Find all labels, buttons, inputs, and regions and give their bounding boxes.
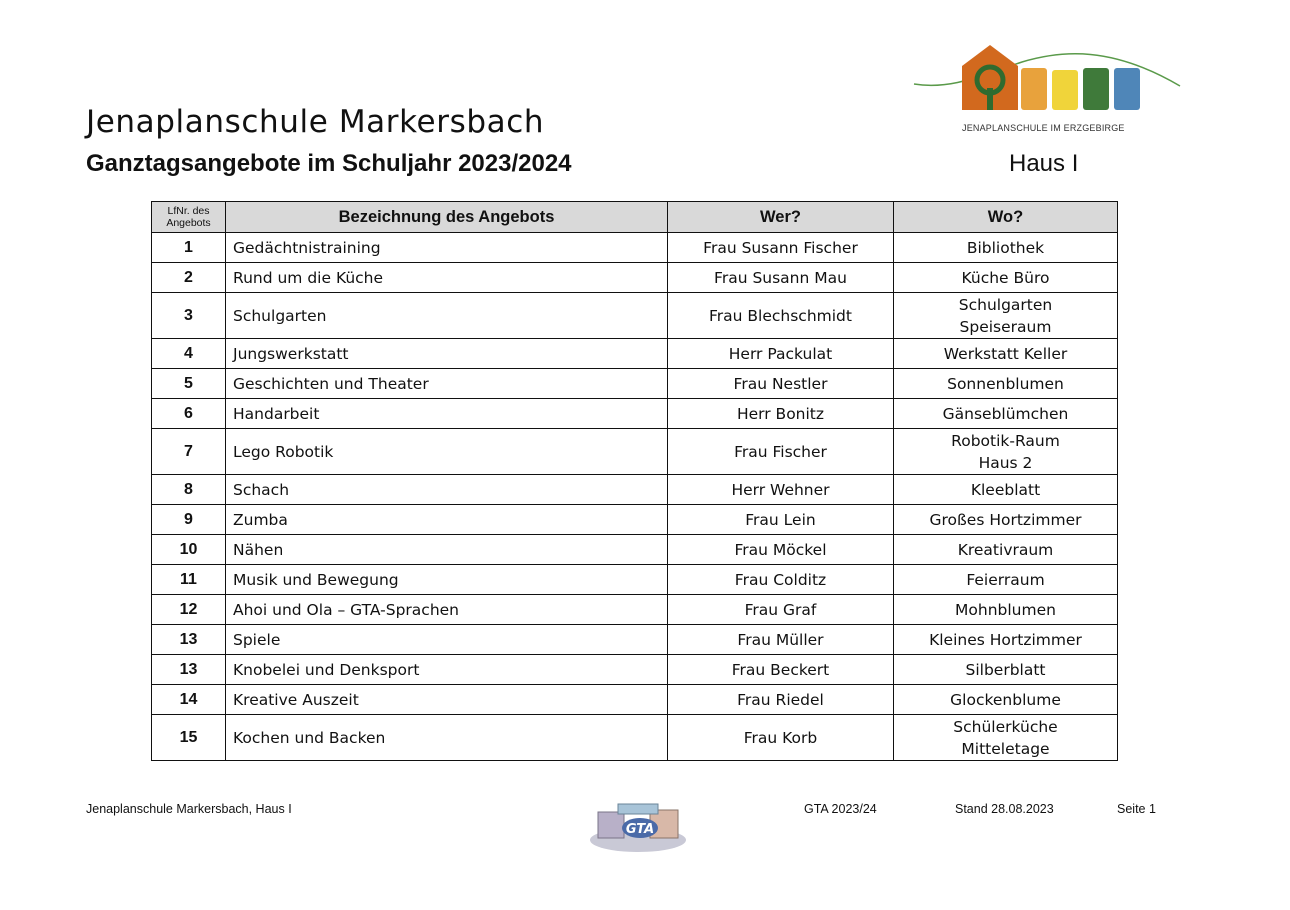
footer-school: Jenaplanschule Markersbach, Haus I: [86, 802, 292, 816]
table-row: [152, 429, 1118, 475]
location-line: Schülerküche: [953, 717, 1058, 736]
gta-logo-text: GTA: [625, 822, 655, 837]
offer-number: 15: [152, 715, 226, 761]
offer-number: 6: [152, 399, 226, 429]
offer-number: 2: [152, 263, 226, 293]
offer-teacher: Frau Colditz: [668, 565, 894, 595]
offer-name: Rund um die Küche: [226, 263, 668, 293]
offer-location: [894, 505, 1118, 535]
logo-tree-trunk: [987, 88, 993, 110]
table-row: [152, 293, 1118, 339]
gta-logo: [588, 796, 690, 858]
offer-name: Musik und Bewegung: [226, 565, 668, 595]
offer-name: Jungswerkstatt: [226, 339, 668, 369]
offer-location: [894, 399, 1118, 429]
header-who: Wer?: [668, 202, 894, 233]
location-line: Schulgarten: [958, 295, 1053, 314]
offer-teacher: Frau Riedel: [668, 685, 894, 715]
offer-teacher: Herr Bonitz: [668, 399, 894, 429]
offer-teacher: Frau Nestler: [668, 369, 894, 399]
footer-page: Seite 1: [1117, 802, 1156, 816]
offer-name: Nähen: [226, 535, 668, 565]
offer-teacher: Frau Beckert: [668, 655, 894, 685]
table-row: [152, 655, 1118, 685]
offer-number: 3: [152, 293, 226, 339]
location-line: Feierraum: [966, 570, 1045, 589]
table-row: [152, 565, 1118, 595]
offer-teacher: Herr Wehner: [668, 475, 894, 505]
footer-gta: GTA 2023/24: [804, 802, 877, 816]
offer-location: [894, 233, 1118, 263]
offer-name: Lego Robotik: [226, 429, 668, 475]
table-row: [152, 339, 1118, 369]
document-subtitle: Ganztagsangebote im Schuljahr 2023/2024: [86, 150, 572, 177]
offer-number: 5: [152, 369, 226, 399]
offer-number: 13: [152, 625, 226, 655]
table-body: [152, 233, 1118, 761]
house-label: Haus I: [1009, 150, 1079, 177]
location-line: Kleeblatt: [970, 480, 1041, 499]
location-line: Bibliothek: [966, 238, 1045, 257]
location-line: Mohnblumen: [955, 600, 1056, 619]
offer-name: Zumba: [226, 505, 668, 535]
offer-teacher: Herr Packulat: [668, 339, 894, 369]
offer-teacher: Frau Blechschmidt: [668, 293, 894, 339]
offer-number: 14: [152, 685, 226, 715]
offer-number: 13: [152, 655, 226, 685]
location-line: Gänseblümchen: [942, 404, 1069, 423]
offer-teacher: Frau Lein: [668, 505, 894, 535]
offer-number: 1: [152, 233, 226, 263]
location-line: Kreativraum: [957, 540, 1054, 559]
offer-location: [894, 535, 1118, 565]
offer-name: Knobelei und Denksport: [226, 655, 668, 685]
offer-teacher: Frau Müller: [668, 625, 894, 655]
offer-number: 10: [152, 535, 226, 565]
offer-teacher: Frau Susann Fischer: [668, 233, 894, 263]
school-title: Jenaplanschule Markersbach: [86, 104, 545, 140]
table-row: [152, 475, 1118, 505]
offer-name: Gedächtnistraining: [226, 233, 668, 263]
location-line: Robotik-Raum: [951, 431, 1060, 450]
table-row: [152, 233, 1118, 263]
location-line: Mitteletage: [961, 739, 1050, 758]
table-row: [152, 625, 1118, 655]
offers-table: [151, 201, 1118, 761]
offer-location: [894, 715, 1118, 761]
location-line: Sonnenblumen: [947, 374, 1064, 393]
offer-location: [894, 369, 1118, 399]
table-row: [152, 399, 1118, 429]
offer-location: [894, 595, 1118, 625]
offer-number: 7: [152, 429, 226, 475]
location-line: Haus 2: [978, 453, 1033, 472]
table-row: [152, 263, 1118, 293]
location-line: Kleines Hortzimmer: [929, 630, 1082, 649]
table-row: [152, 535, 1118, 565]
offer-name: Schulgarten: [226, 293, 668, 339]
logo-block-4: [1114, 68, 1140, 110]
offer-location: [894, 293, 1118, 339]
offer-name: Kreative Auszeit: [226, 685, 668, 715]
logo-caption: JENAPLANSCHULE IM ERZGEBIRGE: [962, 123, 1125, 133]
table-row: [152, 595, 1118, 625]
offer-location: [894, 339, 1118, 369]
offer-teacher: Frau Graf: [668, 595, 894, 625]
location-line: Küche Büro: [961, 268, 1050, 287]
offer-location: [894, 685, 1118, 715]
location-line: Speiseraum: [959, 317, 1052, 336]
logo-block-2: [1052, 70, 1078, 110]
offer-name: Schach: [226, 475, 668, 505]
offer-name: Spiele: [226, 625, 668, 655]
offer-name: Handarbeit: [226, 399, 668, 429]
footer-stand: Stand 28.08.2023: [955, 802, 1054, 816]
offer-number: 4: [152, 339, 226, 369]
offer-teacher: Frau Möckel: [668, 535, 894, 565]
table-row: [152, 685, 1118, 715]
offer-location: [894, 655, 1118, 685]
offer-location: [894, 429, 1118, 475]
header-name: Bezeichnung des Angebots: [226, 202, 668, 233]
offer-location: [894, 625, 1118, 655]
location-line: Glockenblume: [950, 690, 1061, 709]
offer-teacher: Frau Fischer: [668, 429, 894, 475]
location-line: Silberblatt: [965, 660, 1046, 679]
location-line: Großes Hortzimmer: [929, 510, 1082, 529]
table-row: [152, 505, 1118, 535]
offer-teacher: Frau Korb: [668, 715, 894, 761]
logo-block-3: [1083, 68, 1109, 110]
header-where: Wo?: [894, 202, 1118, 233]
offer-number: 11: [152, 565, 226, 595]
table-row: [152, 369, 1118, 399]
offer-location: [894, 475, 1118, 505]
offer-teacher: Frau Susann Mau: [668, 263, 894, 293]
offer-location: [894, 565, 1118, 595]
gta-logo-roof: [618, 804, 658, 814]
offer-number: 8: [152, 475, 226, 505]
offer-number: 9: [152, 505, 226, 535]
offer-number: 12: [152, 595, 226, 625]
header-nr: LfNr. des Angebots: [152, 202, 226, 233]
offer-name: Kochen und Backen: [226, 715, 668, 761]
offer-location: [894, 263, 1118, 293]
location-line: Werkstatt Keller: [943, 344, 1068, 363]
offer-name: Geschichten und Theater: [226, 369, 668, 399]
gta-logo-building-left: [598, 812, 624, 838]
table-header-row: [152, 202, 1118, 233]
offer-name: Ahoi und Ola – GTA-Sprachen: [226, 595, 668, 625]
logo-block-1: [1021, 68, 1047, 110]
table-row: [152, 715, 1118, 761]
